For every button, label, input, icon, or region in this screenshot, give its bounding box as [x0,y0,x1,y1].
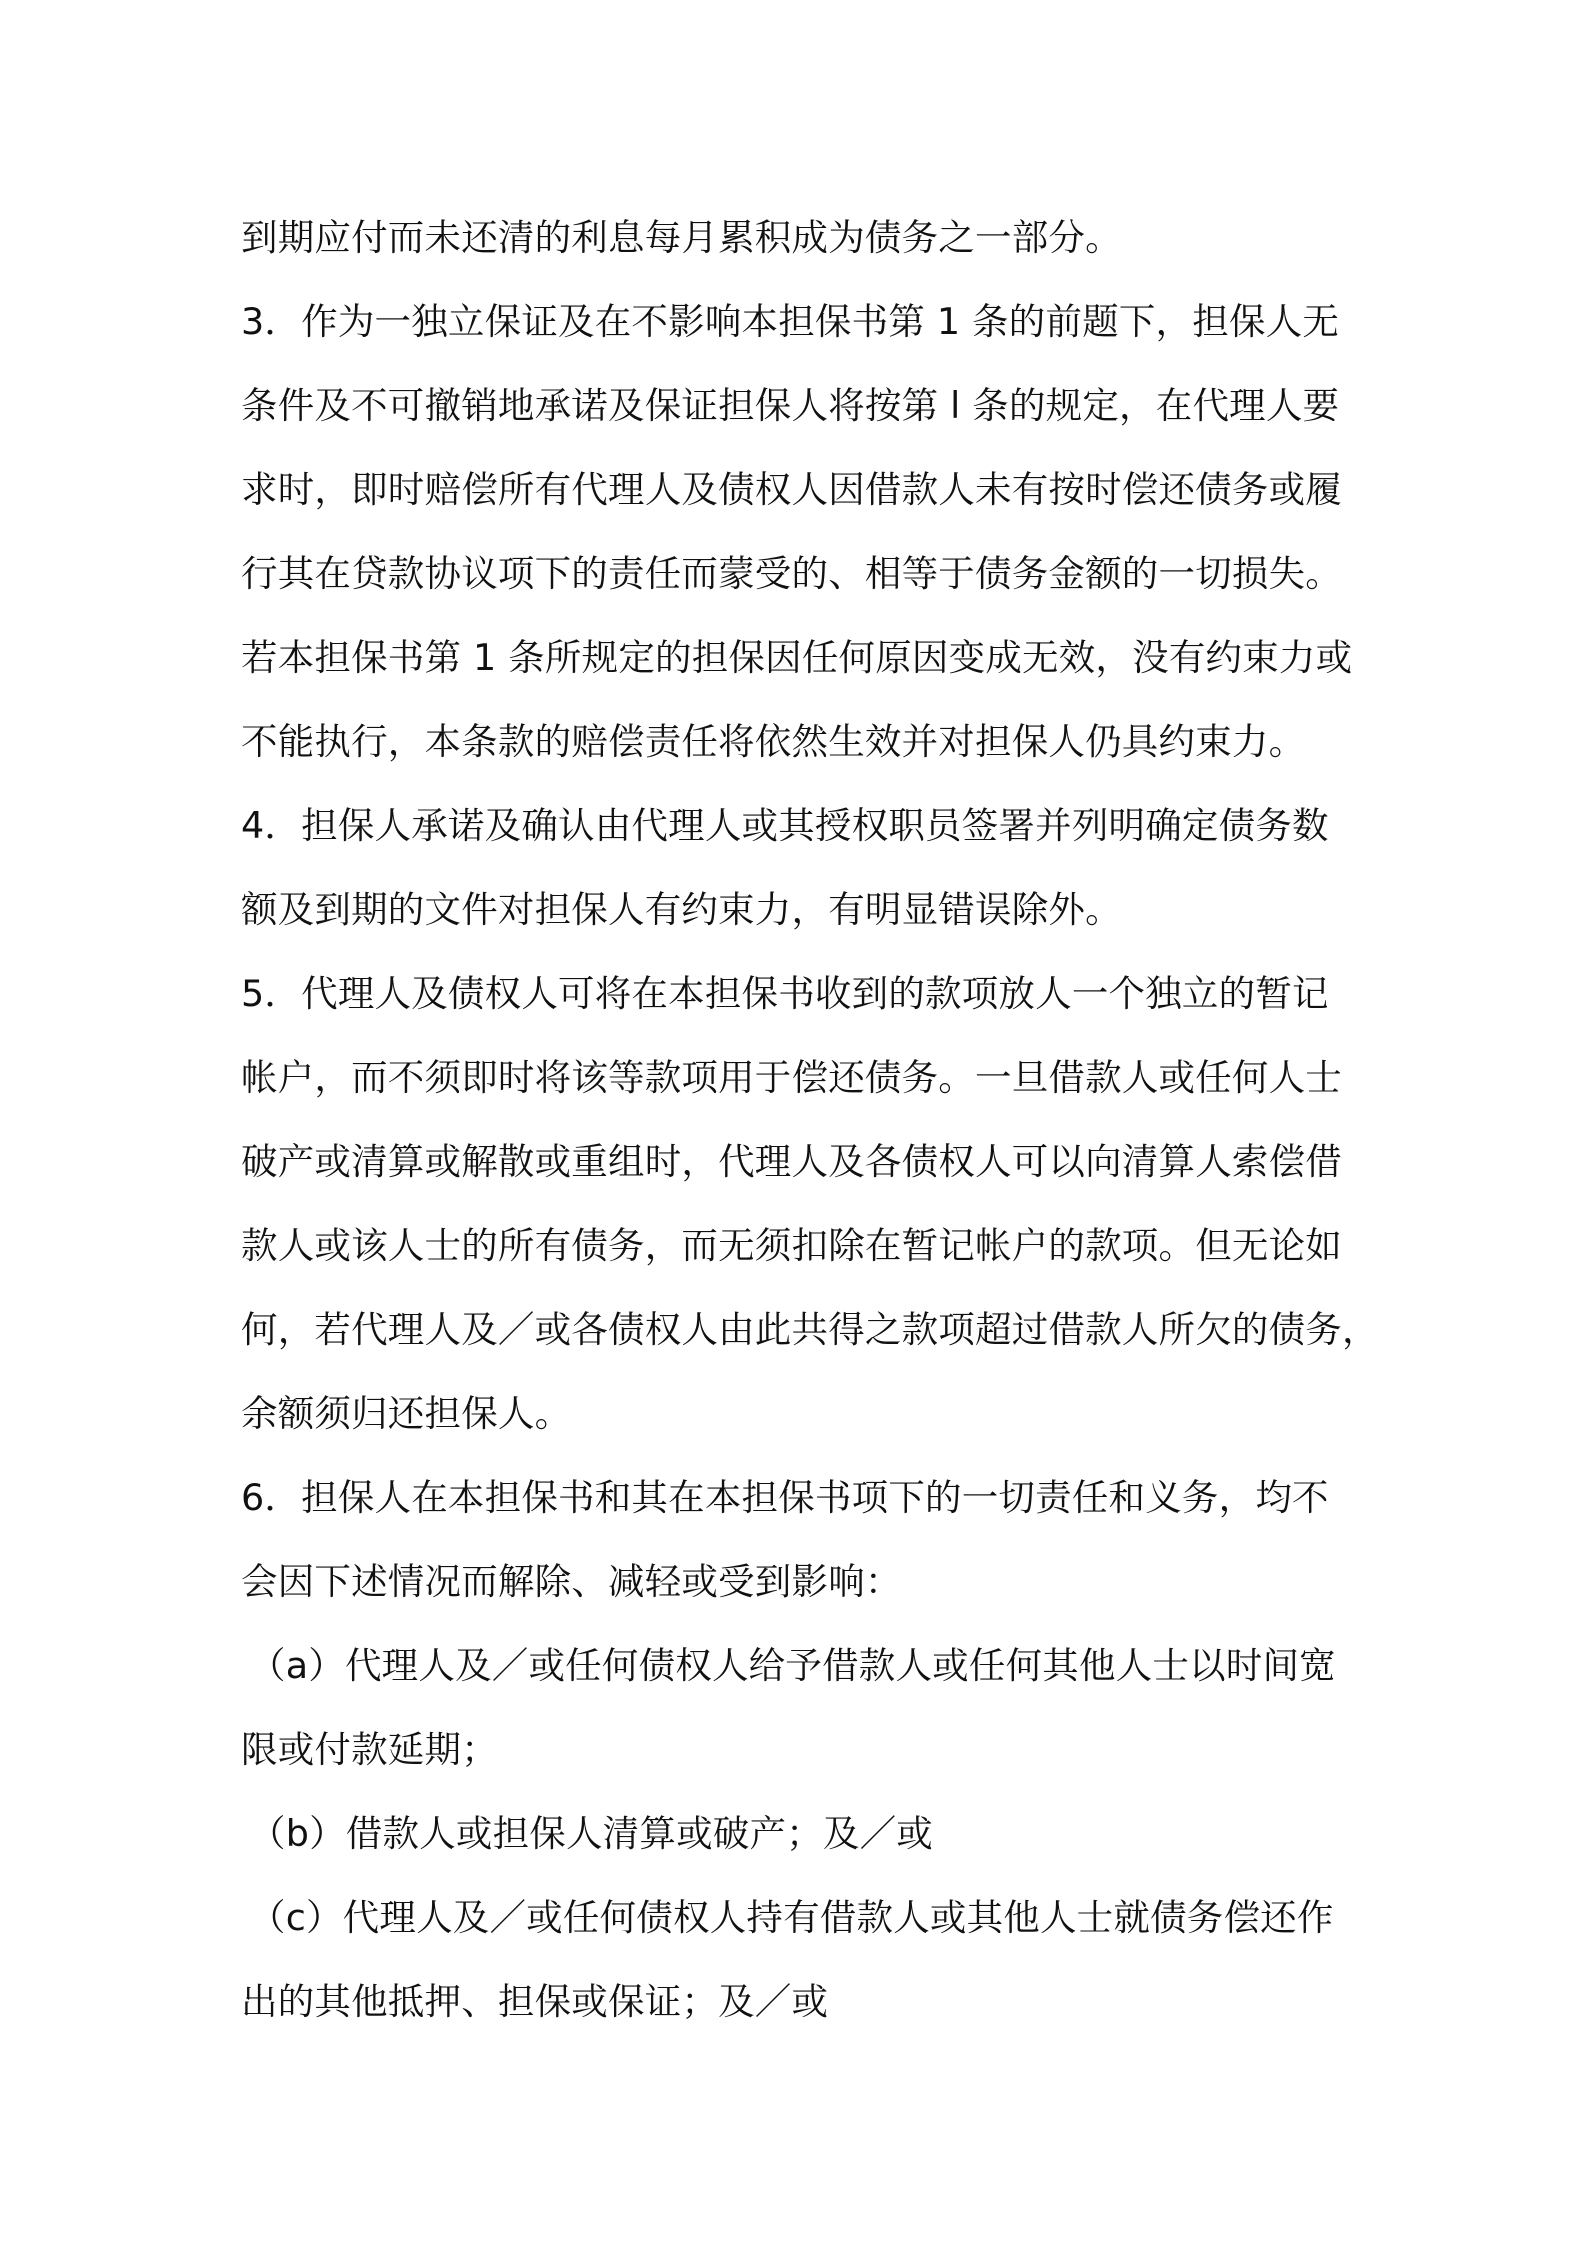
text-line: 若本担保书第 1 条所规定的担保因任何原因变成无效，没有约束力或 [241,636,1353,679]
sub-clause-a-line: （a）代理人及／或任何债权人给予借款人或任何其他人士以时间宽 [249,1644,1336,1687]
clause-4-line: 4．担保人承诺及确认由代理人或其授权职员签署并列明确定债务数 [241,804,1329,847]
text-line: 破产或清算或解散或重组时，代理人及各债权人可以向清算人索偿借 [241,1140,1342,1183]
text-line: 行其在贷款协议项下的责任而蒙受的、相等于债务金额的一切损失。 [241,552,1342,595]
text-line: 求时，即时赔偿所有代理人及债权人因借款人未有按时偿还债务或履 [241,468,1342,511]
sub-clause-b-line: （b）借款人或担保人清算或破产；及／或 [249,1812,933,1855]
text-line: 出的其他抵押、担保或保证；及／或 [241,1980,829,2023]
sub-clause-c-line: （c）代理人及／或任何债权人持有借款人或其他人士就债务偿还作 [249,1896,1334,1939]
clause-5-line: 5．代理人及债权人可将在本担保书收到的款项放人一个独立的暂记 [241,972,1329,1015]
text-line: 不能执行，本条款的赔偿责任将依然生效并对担保人仍具约束力。 [241,720,1306,763]
text-line: 限或付款延期； [241,1728,498,1771]
text-line: 何，若代理人及／或各债权人由此共得之款项超过借款人所欠的债务， [241,1308,1379,1351]
text-line: 到期应付而未还清的利息每月累积成为债务之一部分。 [241,216,1122,259]
text-line: 款人或该人士的所有债务，而无须扣除在暂记帐户的款项。但无论如 [241,1224,1342,1267]
text-line: 帐户，而不须即时将该等款项用于偿还债务。一旦借款人或任何人士 [241,1056,1342,1099]
text-line: 额及到期的文件对担保人有约束力，有明显错误除外。 [241,888,1122,931]
text-line: 条件及不可撤销地承诺及保证担保人将按第 l 条的规定，在代理人要 [241,384,1340,427]
text-line: 会因下述情况而解除、减轻或受到影响： [241,1560,902,1603]
document-body [241,196,1386,2044]
clause-6-line: 6．担保人在本担保书和其在本担保书项下的一切责任和义务，均不 [241,1476,1329,1519]
text-line: 余额须归还担保人。 [241,1392,572,1435]
clause-3-line: 3．作为一独立保证及在不影响本担保书第 1 条的前题下，担保人无 [241,300,1340,343]
